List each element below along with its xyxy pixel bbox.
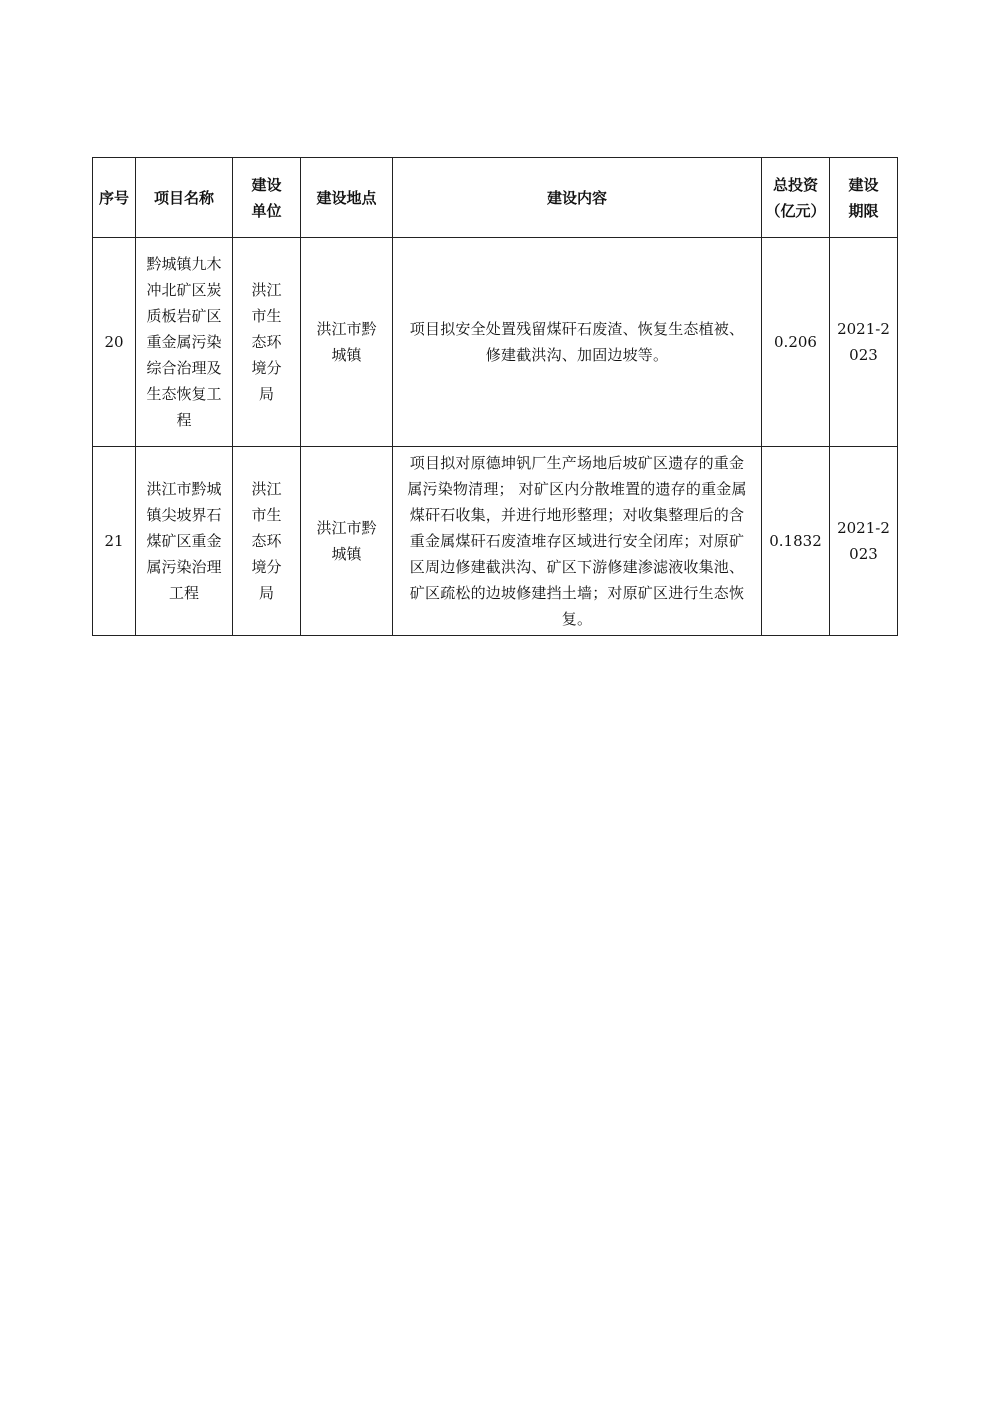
header-location: 建设地点	[301, 158, 393, 238]
cell-investment: 0.206	[762, 238, 830, 447]
cell-content: 项目拟对原德坤钒厂生产场地后坡矿区遗存的重金属污染物清理； 对矿区内分散堆置的遗存的重金属煤矸石收集，并进行地形整理；对收集整理后的含重金属煤矸石废渣堆存区域进行安全闭库；对原矿区周边修建截洪沟、矿区下游修建渗滤液收集池、矿区疏松的边坡修建挡土墙；对原矿区进行生态恢复。	[393, 447, 762, 636]
cell-period: 2021-2023	[830, 447, 898, 636]
cell-index: 21	[93, 447, 136, 636]
cell-location: 洪江市黔城镇	[301, 447, 393, 636]
header-investment: 总投资（亿元）	[762, 158, 830, 238]
cell-location: 洪江市黔城镇	[301, 238, 393, 447]
header-unit: 建设单位	[233, 158, 301, 238]
cell-unit: 洪江市生态环境分局	[233, 447, 301, 636]
table-row	[93, 447, 898, 636]
cell-project-name: 洪江市黔城镇尖坡界石煤矿区重金属污染治理工程	[136, 447, 233, 636]
project-table	[92, 157, 898, 636]
header-name: 项目名称	[136, 158, 233, 238]
header-index: 序号	[93, 158, 136, 238]
cell-project-name: 黔城镇九木冲北矿区炭质板岩矿区重金属污染综合治理及生态恢复工程	[136, 238, 233, 447]
table-header-row	[93, 158, 898, 238]
cell-unit: 洪江市生态环境分局	[233, 238, 301, 447]
cell-investment: 0.1832	[762, 447, 830, 636]
table-row	[93, 238, 898, 447]
header-period: 建设期限	[830, 158, 898, 238]
header-content: 建设内容	[393, 158, 762, 238]
cell-period: 2021-2023	[830, 238, 898, 447]
cell-index: 20	[93, 238, 136, 447]
cell-content: 项目拟安全处置残留煤矸石废渣、恢复生态植被、修建截洪沟、加固边坡等。	[393, 238, 762, 447]
